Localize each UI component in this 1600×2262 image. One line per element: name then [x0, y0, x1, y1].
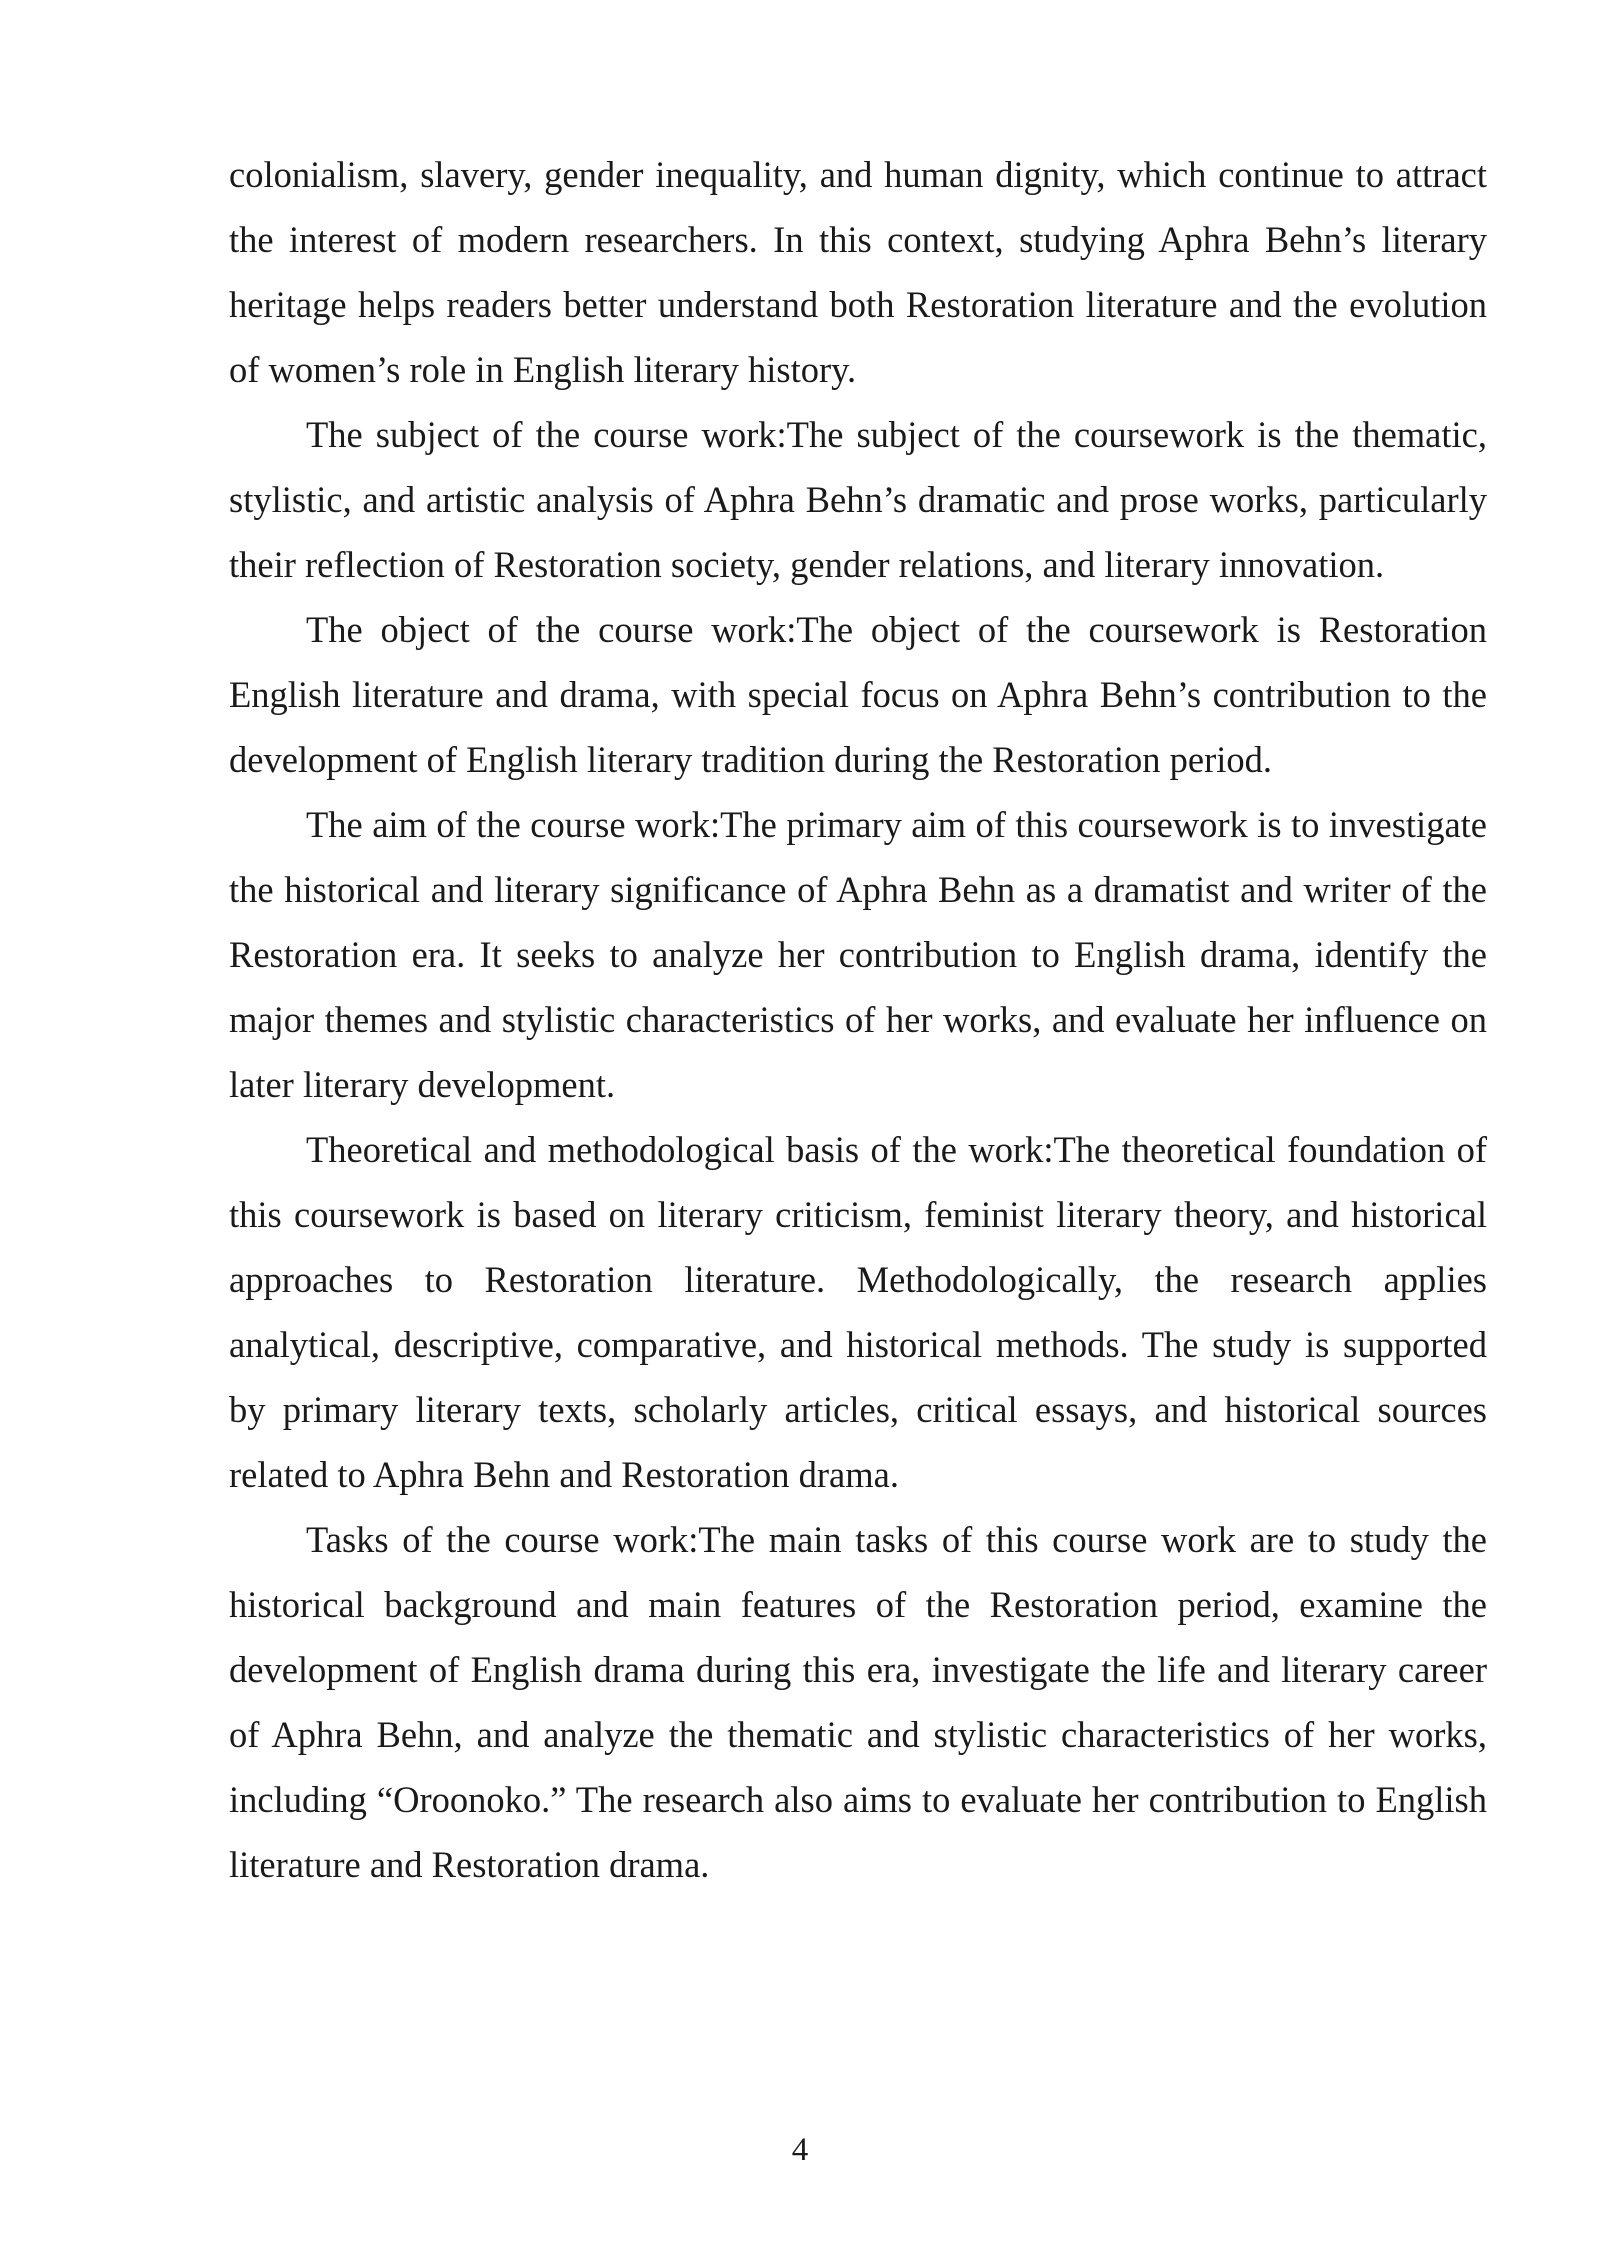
paragraph-object: The object of the course work:The object of the coursework is Restoration English literature and drama, with special focus on Aphra Behn’s contribution to the development of English literary tradition during the Restoration period. [229, 609, 1487, 780]
paragraph-aim: The aim of the course work:The primary aim of this coursework is to investigate the historical and literary significance of Aphra Behn as a dramatist and writer of the Restoration era. It seeks to analyze her contribution to English drama, identify the major themes and stylistic characteristics of her works, and evaluate her influence on later literary development. [229, 804, 1487, 1105]
paragraph-continuation: colonialism, slavery, gender inequality, and human dignity, which continue to attract the interest of modern researchers. In this context, studying Aphra Behn’s literary heritage helps readers better understand both Restoration literature and the evolution of women’s role in English literary history. [229, 154, 1487, 390]
paragraph-tasks: Tasks of the course work:The main tasks of this course work are to study the historical background and main features of the Restoration period, examine the development of English drama during this era, investigate the life and literary career of Aphra Behn, and analyze the thematic and stylistic characteristics of her works, including “Oroonoko.” The research also aims to evaluate her contribution to English literature and Restoration drama. [229, 1519, 1487, 1885]
page-number: 4 [791, 2132, 809, 2168]
paragraph-methodology: Theoretical and methodological basis of the work:The theoretical foundation of this coursework is based on literary criticism, feminist literary theory, and historical approaches to Restoration literature. Methodologically, the research applies analytical, descriptive, comparative, and historical methods. The study is supported by primary literary texts, scholarly articles, critical essays, and historical sources related to Aphra Behn and Restoration drama. [229, 1129, 1487, 1495]
paragraph-subject: The subject of the course work:The subject of the coursework is the thematic, stylistic, and artistic analysis of Aphra Behn’s dramatic and prose works, particularly their reflection of Restoration society, gender relations, and literary innovation. [229, 414, 1487, 585]
body-text [229, 142, 1487, 1897]
